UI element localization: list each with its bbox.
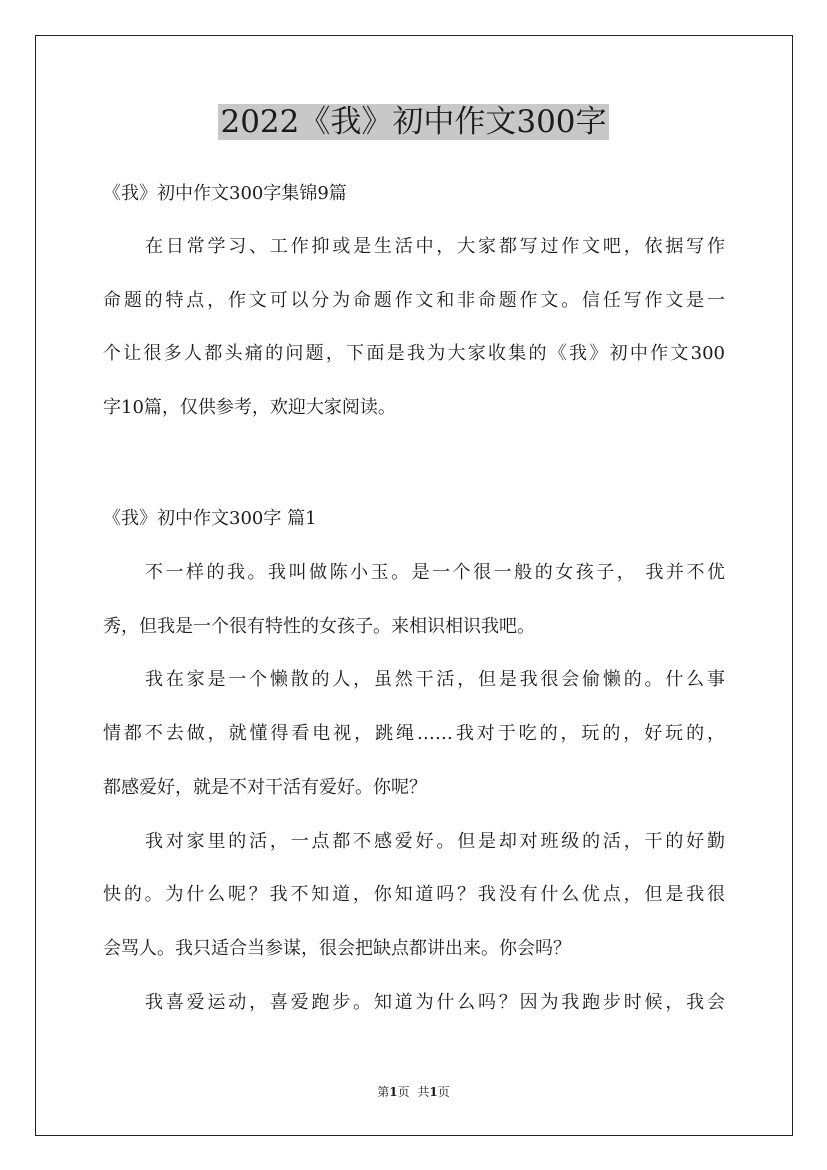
- intro-line-3: 个让很多人都头痛的问题，下面是我为大家收集的《我》初中作文300: [103, 343, 725, 364]
- paragraph-2-line-1: 我在家是一个懒散的人，虽然干活，但是我很会偷懒的。什么事: [145, 669, 725, 690]
- paragraph-3-line-3: 会骂人。我只适合当参谋，很会把缺点都讲出来。你会吗？: [103, 938, 571, 959]
- paragraph-1-line-1: 不一样的我。我叫做陈小玉。是一个很一般的女孩子， 我并不优: [145, 562, 725, 583]
- document-title: [0, 100, 827, 144]
- paragraph-2-line-3: 都感爱好，就是不对干活有爱好。你呢？: [103, 777, 427, 798]
- paragraph-2-line-2: 情都不去做，就懂得看电视，跳绳……我对于吃的，玩的，好玩的，: [103, 723, 725, 744]
- subtitle: 《我》初中作文300字集锦9篇: [103, 183, 347, 204]
- footer-page-number: 1: [389, 1085, 398, 1099]
- footer-page-unit: 页: [397, 1085, 410, 1099]
- intro-line-1: 在日常学习、工作抑或是生活中，大家都写过作文吧，依据写作: [145, 236, 725, 257]
- intro-line-4: 字10篇，仅供参考，欢迎大家阅读。: [103, 397, 396, 418]
- intro-line-2: 命题的特点，作文可以分为命题作文和非命题作文。信任写作文是一: [103, 290, 725, 311]
- footer-total-prefix: 共: [417, 1085, 430, 1099]
- footer-prefix: 第: [377, 1085, 390, 1099]
- document-title-text: 2022《我》初中作文300字: [220, 104, 607, 140]
- paragraph-3-line-1: 我对家里的活，一点都不感爱好。但是却对班级的活，干的好勤: [145, 831, 725, 852]
- paragraph-1-line-2: 秀，但我是一个很有特性的女孩子。来相识相识我吧。: [103, 616, 535, 637]
- footer-total-unit: 页: [437, 1085, 450, 1099]
- footer-total-pages: 1: [429, 1085, 438, 1099]
- paragraph-3-line-2: 快的。为什么呢？我不知道，你知道吗？我没有什么优点，但是我很: [103, 884, 725, 905]
- page-footer: [0, 1083, 827, 1101]
- paragraph-4-line-1: 我喜爱运动，喜爱跑步。知道为什么吗？因为我跑步时候，我会: [145, 992, 725, 1013]
- section-heading: 《我》初中作文300字 篇1: [103, 508, 317, 529]
